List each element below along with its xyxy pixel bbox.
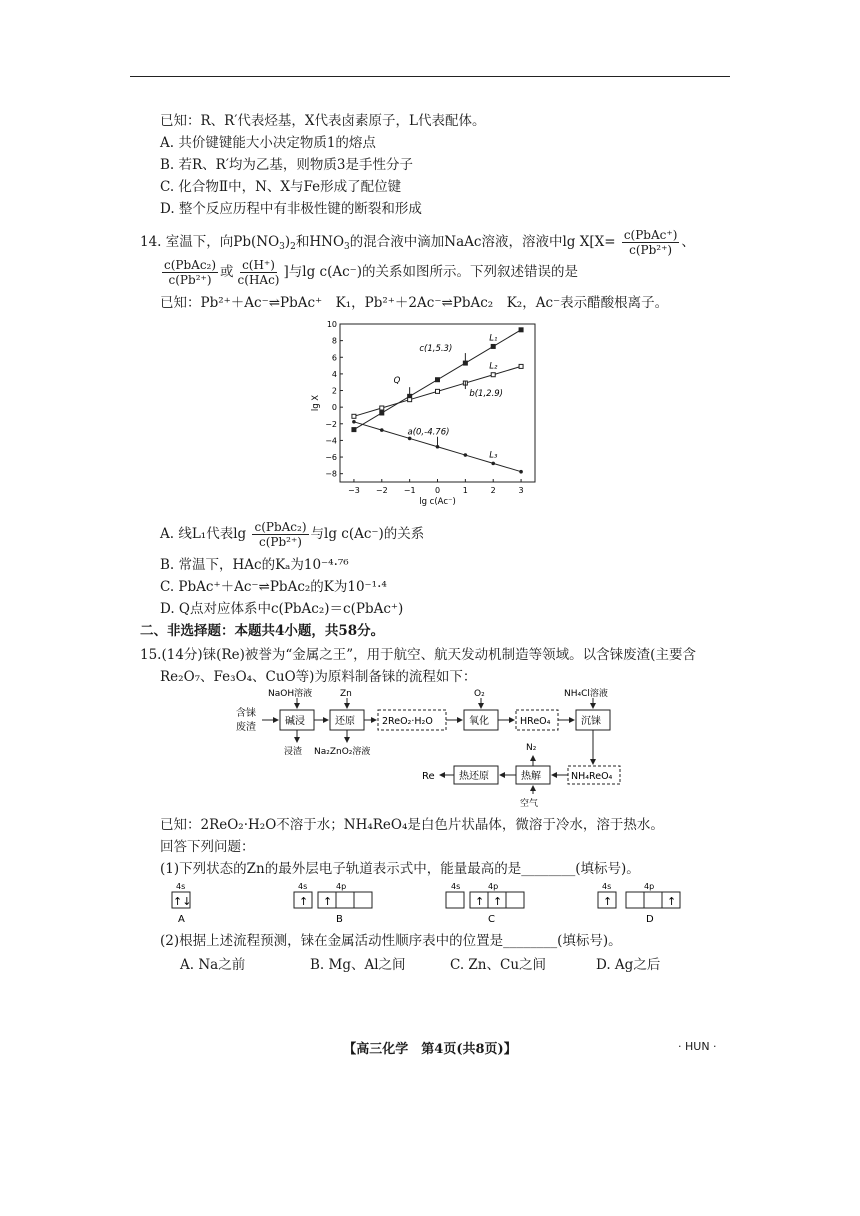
orbital-diagrams [166, 880, 706, 926]
svg-text:4s: 4s [298, 882, 308, 891]
y-tick-label: −2 [325, 419, 337, 429]
q15-answer-prompt: 回答下列问题： [160, 839, 255, 855]
series-label-2: L₂ [489, 361, 498, 372]
data-point [380, 406, 384, 410]
svg-text:4s: 4s [176, 882, 186, 891]
annotation-label: Q [393, 376, 401, 387]
flow-label-hreo4: HReO₄ [520, 716, 551, 727]
y-tick-label: −4 [325, 436, 337, 446]
data-point [352, 414, 356, 418]
flow-naoh: NaOH溶液 [268, 689, 313, 699]
y-tick-label: 8 [331, 336, 337, 346]
x-tick-label: 3 [518, 486, 524, 495]
svg-text:↑: ↑ [323, 895, 333, 908]
flow-start-1: 含铼 [236, 708, 256, 719]
series-label-3: L₃ [489, 450, 498, 461]
q14-known: 已知：Pb²⁺＋Ac⁻⇌PbAc⁺ K₁，Pb²⁺＋2Ac⁻⇌PbAc₂ K₂，Ac⁻表示醋酸根离子。 [160, 295, 669, 311]
svg-text:↑↓: ↑↓ [173, 895, 192, 908]
series-label-1: L₁ [489, 333, 498, 344]
flow-na2zno2: Na₂ZnO₂溶液 [314, 747, 371, 757]
annotation-label: c(1,5.3) [419, 344, 453, 355]
svg-text:↑: ↑ [667, 895, 677, 908]
flow-re: Re [422, 771, 435, 782]
flow-label-reduce: 还原 [335, 716, 355, 727]
svg-text:↑: ↑ [603, 895, 613, 908]
q14-option-d: D. Q点对应体系中c(PbAc₂)＝c(PbAc⁺) [160, 601, 404, 617]
orbital-option-a [172, 882, 191, 925]
flow-nh4cl: NH₄Cl溶液 [564, 689, 608, 699]
flow-label-alkali-leach: 碱浸 [285, 716, 305, 727]
x-axis-label: lg c(Ac⁻) [419, 497, 456, 507]
q14-option-c: C. PbAc⁺＋Ac⁻⇌PbAc₂的K为10⁻¹·⁴ [160, 579, 387, 595]
q15-part1: (1)下列状态的Zn的最外层电子轨道表示式中，能量最高的是________(填标号)。 [160, 861, 640, 877]
fraction-pbac2-over-pb: $\frac{\text{c(PbAc₂)}}{\text{c(Pb²⁺)}}$ [164, 258, 217, 287]
flow-label-precipitate: 沉铼 [581, 716, 601, 727]
y-tick-label: −6 [325, 453, 337, 463]
x-tick-label: 1 [462, 486, 468, 495]
q15-part2-option-d: D. Ag之后 [596, 957, 661, 973]
svg-text:↑: ↑ [493, 895, 503, 908]
lgx-vs-lgcac-chart [300, 318, 560, 518]
data-point [464, 453, 468, 457]
data-point [408, 398, 412, 402]
flow-o2: O₂ [474, 689, 485, 699]
x-tick-label: 2 [490, 486, 496, 495]
rhenium-process-flow [230, 686, 670, 810]
svg-text:C: C [488, 914, 495, 925]
x-tick-label: −1 [403, 486, 416, 495]
flow-start-2: 废渣 [236, 722, 256, 733]
q13-option-c: C. 化合物Ⅱ中，N、X与Fe形成了配位键 [160, 179, 402, 195]
q13-option-b: B. 若R、R′均为乙基，则物质3是手性分子 [160, 157, 413, 173]
q15-known: 已知：2ReO₂·H₂O不溶于水；NH₄ReO₄是白色片状晶体，微溶于冷水，溶于热水。 [160, 817, 664, 833]
orbital-option-c [446, 882, 524, 925]
data-point [380, 428, 384, 432]
q15-part2-option-b: B. Mg、Al之间 [310, 957, 406, 973]
q14-stem-2: $\frac{\text{c(PbAc₂)}}{\text{c(Pb²⁺)}}$ 或 $\frac{c(H^+)}{\text{c(HAc)}}$ ]与lg c(Ac⁻)的关系如图所示。下列叙述错误的是 [164, 258, 579, 287]
data-point [491, 344, 495, 348]
svg-text:D: D [646, 914, 654, 925]
q13-known: 已知：R、R′代表烃基，X代表卤素原子，L代表配体。 [160, 113, 486, 129]
svg-text:↑: ↑ [299, 895, 309, 908]
flow-leach-residue: 浸渣 [284, 747, 303, 757]
data-point [352, 420, 356, 424]
y-tick-label: 2 [331, 386, 337, 396]
data-point [352, 428, 356, 432]
q15-part2-option-a: A. Na之前 [180, 957, 246, 973]
y-tick-label: 0 [331, 403, 337, 413]
y-tick-label: −8 [325, 469, 337, 479]
flow-zn: Zn [340, 689, 352, 699]
y-tick-label: 4 [331, 369, 337, 379]
flow-label-oxidize: 氧化 [469, 716, 489, 727]
header-rule [130, 76, 730, 77]
data-point [519, 328, 523, 332]
svg-text:4s: 4s [451, 882, 461, 891]
data-point [519, 364, 523, 368]
svg-text:4s: 4s [602, 882, 612, 891]
annotation-label: b(1,2.9) [469, 389, 504, 400]
flow-label-reo2: 2ReO₂·H₂O [382, 716, 433, 727]
x-tick-label: 0 [434, 486, 441, 495]
q14-option-b: B. 常温下，HAc的Kₐ为10⁻⁴·⁷⁶ [160, 557, 349, 573]
data-point [491, 373, 495, 377]
flow-air: 空气 [520, 799, 539, 809]
q15-stem-2: Re₂O₇、Fe₃O₄、CuO等)为原料制备铼的流程如下： [160, 669, 477, 685]
data-point [519, 470, 523, 474]
q13-option-a: A. 共价键键能大小决定物质1的熔点 [160, 135, 376, 151]
footer-code: · HUN · [678, 1040, 717, 1053]
annotation-label: a(0,-4.76) [407, 427, 450, 438]
section-2-heading: 二、非选择题：本题共4小题，共58分。 [140, 623, 385, 639]
svg-text:A: A [178, 914, 185, 925]
svg-text:4p: 4p [336, 882, 347, 891]
flow-n2: N₂ [526, 743, 537, 753]
flow-label-nh4reo4: NH₄ReO₄ [571, 771, 613, 782]
orbital-option-d [598, 882, 680, 925]
y-tick-label: 10 [326, 320, 337, 329]
data-point [380, 411, 384, 415]
fraction-pbac-over-pb: $\frac{\text{c(PbAc⁺)}}{\text{c(Pb²⁺)}}$ [623, 228, 678, 257]
svg-text:4p: 4p [488, 882, 499, 891]
svg-text:B: B [336, 914, 343, 925]
x-tick-label: −2 [375, 486, 388, 495]
y-tick-label: 6 [331, 353, 337, 363]
data-point [436, 389, 440, 393]
svg-text:↑: ↑ [475, 895, 485, 908]
data-point [436, 378, 440, 382]
x-tick-label: −3 [348, 486, 360, 495]
q14-stem: 14. 室温下，向$Pb(NO_3)_2$和$HNO_3$的混合液中滴加NaAc溶液，溶液中lg X[X= $\frac{\text{c(PbAc⁺)}}{\text{c(Pb²⁺)}}$ 、 [140, 228, 695, 257]
q15-stem-1: 15.(14分)铼(Re)被誉为“金属之王”，用于航空、航天发动机制造等领域。以含铼废渣(主要含 [140, 647, 696, 663]
fraction-h-over-hac: $\frac{c(H^+)}{\text{c(HAc)}}$ [237, 258, 280, 287]
q13-option-d: D. 整个反应历程中有非极性键的断裂和形成 [160, 201, 422, 217]
fraction-option-a: $\frac{\text{c(PbAc₂)}}{\text{c(Pb²⁺)}}$ [254, 520, 307, 549]
svg-text:4p: 4p [644, 882, 655, 891]
orbital-option-b [294, 882, 372, 925]
data-point [491, 462, 495, 466]
y-axis-label: lg X [311, 394, 321, 412]
page-footer: 【高三化学 第4页(共8页)】 [343, 1042, 517, 1057]
q14-option-a: A. 线L₁代表lg $\frac{\text{c(PbAc₂)}}{\text{c(Pb²⁺)}}$ 与lg c(Ac⁻)的关系 [160, 520, 425, 549]
flow-label-thermal-reduce: 热还原 [459, 771, 489, 782]
q15-part2-option-c: C. Zn、Cu之间 [450, 957, 547, 973]
flow-label-pyrolysis: 热解 [521, 771, 541, 782]
q15-part2: (2)根据上述流程预测，铼在金属活动性顺序表中的位置是________(填标号)。 [160, 933, 622, 949]
